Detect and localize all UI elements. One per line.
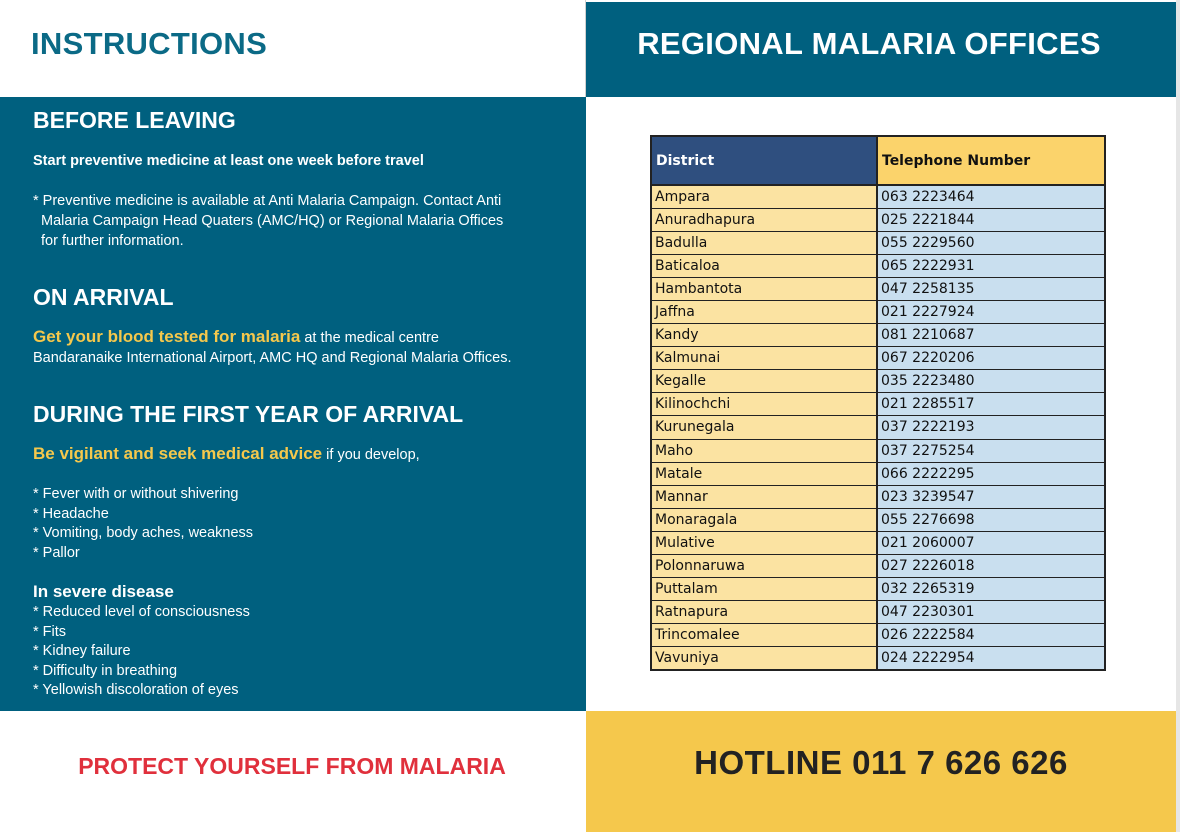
table-row bbox=[651, 393, 1105, 416]
district-cell: Kilinochchi bbox=[651, 393, 877, 416]
table-row bbox=[651, 647, 1105, 670]
phone-cell: 026 2222584 bbox=[877, 624, 1105, 647]
table-row bbox=[651, 531, 1105, 554]
phone-cell: 037 2222193 bbox=[877, 416, 1105, 439]
on-arrival-highlight: Get your blood tested for malaria bbox=[33, 327, 301, 346]
telephone-column-header: Telephone Number bbox=[877, 136, 1105, 185]
district-cell: Ampara bbox=[651, 185, 877, 208]
district-cell: Kurunegala bbox=[651, 416, 877, 439]
offices-title: REGIONAL MALARIA OFFICES bbox=[637, 26, 1101, 61]
phone-cell: 021 2227924 bbox=[877, 300, 1105, 323]
table-header-row bbox=[651, 136, 1105, 185]
list-item: * Pallor bbox=[33, 544, 253, 564]
district-cell: Vavuniya bbox=[651, 647, 877, 670]
hotline-band bbox=[586, 711, 1176, 832]
hotline-number: HOTLINE 011 7 626 626 bbox=[694, 744, 1068, 781]
phone-cell: 063 2223464 bbox=[877, 185, 1105, 208]
first-year-text-tail: if you develop, bbox=[322, 447, 420, 463]
symptom-list bbox=[33, 485, 253, 563]
list-item: * Difficulty in breathing bbox=[33, 662, 250, 682]
district-cell: Maho bbox=[651, 439, 877, 462]
on-arrival-text bbox=[33, 327, 512, 368]
table-row bbox=[651, 370, 1105, 393]
phone-cell: 047 2230301 bbox=[877, 601, 1105, 624]
first-year-heading: DURING THE FIRST YEAR OF ARRIVAL bbox=[33, 401, 464, 427]
district-cell: Badulla bbox=[651, 231, 877, 254]
table-row bbox=[651, 508, 1105, 531]
phone-cell: 066 2222295 bbox=[877, 462, 1105, 485]
table-row bbox=[651, 254, 1105, 277]
table-row bbox=[651, 624, 1105, 647]
phone-cell: 035 2223480 bbox=[877, 370, 1105, 393]
offices-panel bbox=[586, 97, 1176, 711]
table-row bbox=[651, 439, 1105, 462]
note-line: * Preventive medicine is available at Anti Malaria Campaign. Contact Anti bbox=[33, 193, 502, 209]
table-row bbox=[651, 462, 1105, 485]
table-row bbox=[651, 208, 1105, 231]
district-cell: Jaffna bbox=[651, 300, 877, 323]
table-row bbox=[651, 231, 1105, 254]
district-cell: Kalmunai bbox=[651, 347, 877, 370]
list-item: * Fever with or without shivering bbox=[33, 485, 253, 505]
phone-cell: 037 2275254 bbox=[877, 439, 1105, 462]
table-row bbox=[651, 300, 1105, 323]
table-row bbox=[651, 277, 1105, 300]
table-row bbox=[651, 416, 1105, 439]
first-year-text bbox=[33, 444, 420, 465]
phone-cell: 067 2220206 bbox=[877, 347, 1105, 370]
note-line: for further information. bbox=[41, 233, 184, 249]
phone-cell: 032 2265319 bbox=[877, 578, 1105, 601]
table-row bbox=[651, 601, 1105, 624]
phone-cell: 023 3239547 bbox=[877, 485, 1105, 508]
severe-disease-heading: In severe disease bbox=[33, 582, 174, 601]
severe-symptom-list bbox=[33, 603, 250, 701]
phone-cell: 047 2258135 bbox=[877, 277, 1105, 300]
phone-cell: 021 2285517 bbox=[877, 393, 1105, 416]
on-arrival-text-1: at the medical centre bbox=[300, 330, 439, 346]
district-cell: Kegalle bbox=[651, 370, 877, 393]
phone-cell: 027 2226018 bbox=[877, 555, 1105, 578]
table-row bbox=[651, 578, 1105, 601]
on-arrival-heading: ON ARRIVAL bbox=[33, 284, 174, 310]
table-row bbox=[651, 185, 1105, 208]
phone-cell: 021 2060007 bbox=[877, 531, 1105, 554]
on-arrival-text-2: Bandaranaike International Airport, AMC HQ and Regional Malaria Offices. bbox=[33, 350, 512, 366]
list-item: * Headache bbox=[33, 505, 253, 525]
list-item: * Yellowish discoloration of eyes bbox=[33, 681, 250, 701]
note-line: Malaria Campaign Head Quaters (AMC/HQ) or Regional Malaria Offices bbox=[41, 213, 504, 229]
before-leaving-heading: BEFORE LEAVING bbox=[33, 107, 236, 133]
district-cell: Monaragala bbox=[651, 508, 877, 531]
phone-cell: 025 2221844 bbox=[877, 208, 1105, 231]
instructions-title: INSTRUCTIONS bbox=[31, 26, 268, 61]
list-item: * Kidney failure bbox=[33, 642, 250, 662]
district-cell: Baticaloa bbox=[651, 254, 877, 277]
phone-cell: 055 2276698 bbox=[877, 508, 1105, 531]
page-edge bbox=[1176, 0, 1180, 832]
district-cell: Ratnapura bbox=[651, 601, 877, 624]
table-row bbox=[651, 347, 1105, 370]
district-cell: Puttalam bbox=[651, 578, 877, 601]
offices-header bbox=[586, 2, 1176, 97]
before-leaving-note bbox=[33, 191, 503, 251]
district-cell: Polonnaruwa bbox=[651, 555, 877, 578]
offices-table-body bbox=[651, 185, 1105, 670]
district-cell: Matale bbox=[651, 462, 877, 485]
district-cell: Anuradhapura bbox=[651, 208, 877, 231]
list-item: * Fits bbox=[33, 623, 250, 643]
table-row bbox=[651, 485, 1105, 508]
tagline-band bbox=[0, 711, 586, 832]
instructions-panel bbox=[0, 97, 586, 711]
district-cell: Mulative bbox=[651, 531, 877, 554]
phone-cell: 065 2222931 bbox=[877, 254, 1105, 277]
list-item: * Reduced level of consciousness bbox=[33, 603, 250, 623]
offices-table bbox=[650, 135, 1106, 671]
district-cell: Kandy bbox=[651, 324, 877, 347]
before-leaving-highlight: Start preventive medicine at least one week before travel bbox=[33, 153, 424, 169]
district-cell: Mannar bbox=[651, 485, 877, 508]
list-item: * Vomiting, body aches, weakness bbox=[33, 524, 253, 544]
phone-cell: 055 2229560 bbox=[877, 231, 1105, 254]
first-year-highlight: Be vigilant and seek medical advice bbox=[33, 444, 323, 463]
table-row bbox=[651, 324, 1105, 347]
phone-cell: 024 2222954 bbox=[877, 647, 1105, 670]
district-column-header: District bbox=[651, 136, 877, 185]
district-cell: Hambantota bbox=[651, 277, 877, 300]
table-row bbox=[651, 555, 1105, 578]
district-cell: Trincomalee bbox=[651, 624, 877, 647]
phone-cell: 081 2210687 bbox=[877, 324, 1105, 347]
tagline: PROTECT YOURSELF FROM MALARIA bbox=[78, 753, 506, 779]
instructions-header bbox=[0, 0, 586, 97]
